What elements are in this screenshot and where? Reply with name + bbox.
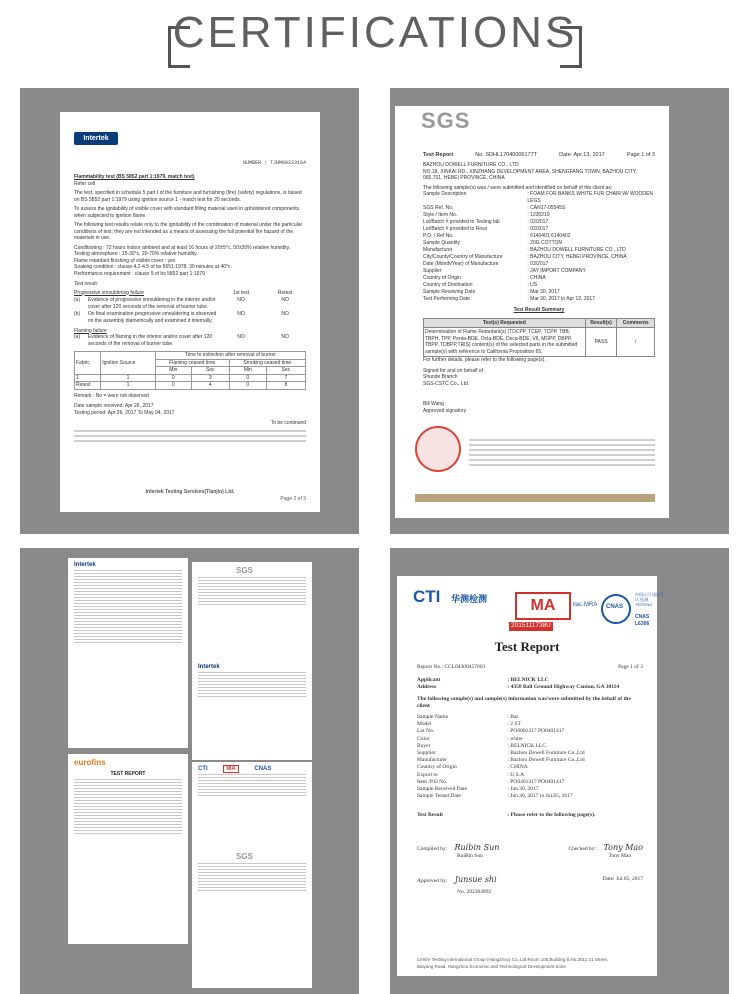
min-header: Min	[155, 367, 191, 375]
field-value: : JAY IMPORT COMPANY	[527, 268, 586, 274]
field-value: : Mar 30, 2017	[527, 289, 560, 295]
row-text: Evidence of flaming in the interior and/or cover after 120 seconds of the removal of burner tube.	[87, 334, 213, 347]
field-label: Supplier	[417, 750, 436, 757]
field-label: Manufacturer	[417, 757, 447, 764]
field-value: : Mar 30, 2017 to Apr 12, 2017	[527, 296, 595, 302]
remark: Remark : No = were not observed	[74, 392, 149, 399]
field-label: Sample Receiving Date	[423, 289, 476, 295]
branch-company: SGS-CSTC Co., Ltd.	[423, 380, 470, 387]
sample-fields	[423, 191, 655, 303]
field-value: : 1230219	[527, 212, 550, 218]
intertek-report-page	[60, 112, 320, 512]
field-row	[417, 714, 643, 721]
cti-logo: CTI	[413, 587, 441, 606]
field-value: : Jun.30, 2017	[507, 786, 539, 793]
intertek-certificate-panel[interactable]	[20, 88, 359, 534]
atmosphere: Testing atmosphere : 15-30°c, 20-70% relative humidity.	[74, 251, 198, 257]
field-label: Sample Description	[423, 191, 467, 197]
address-row	[417, 684, 643, 691]
approval-row	[417, 876, 643, 885]
field-value: : BELNICK LLC.	[507, 742, 548, 749]
report-label: Test Report	[423, 152, 454, 158]
collage-certificate-panel[interactable]	[20, 548, 359, 994]
performance: Performance requirement : clause 9 of bs 5852 part 1:1979	[74, 270, 205, 277]
sgs-report-page	[395, 106, 669, 518]
field-value: : BAZHOU DOWELL FURNITURE CO., LTD	[527, 247, 626, 253]
mini-sgs-doc-2	[192, 848, 312, 988]
field-row	[423, 226, 655, 233]
ilac-mra-logo: ilac-MRA	[573, 602, 598, 608]
mini-intertek-doc-2	[192, 660, 312, 760]
fine-print-line	[469, 464, 655, 466]
extinction-table	[74, 351, 306, 390]
field-label: Color	[417, 735, 430, 742]
field-value: : PO0001317 PO0401417	[507, 728, 565, 735]
test-result-label: Test result:	[74, 281, 99, 287]
field-label: Lot No.	[417, 728, 435, 735]
mini-cti-doc	[192, 762, 312, 862]
sample-fields	[417, 714, 643, 800]
field-value: : Please refer to the following page(s).	[507, 812, 596, 819]
mini-cti-logo: CTI	[198, 766, 208, 772]
checked-block	[568, 844, 643, 860]
cti-report-meta	[417, 664, 643, 671]
report-number: No. SDHL17040006177T	[475, 152, 538, 158]
fine-print-line	[74, 435, 306, 437]
field-row	[423, 289, 655, 296]
refer-cell: Refer cell	[74, 180, 96, 187]
row-index: (a)	[74, 334, 81, 340]
compiler-signature: Ruibin Sun	[454, 842, 500, 852]
field-value: : PO0401317 PO0401417	[507, 778, 565, 785]
field-row	[423, 191, 655, 205]
field-value: : US	[527, 282, 538, 288]
mini-ma-logo: MA	[223, 765, 238, 773]
table-cell: 1	[75, 374, 101, 382]
field-label: Lot/Batch # provided to Testing lab	[423, 219, 500, 225]
soaking: Soaking condition : clause 4.2-4.5 of bs 5651:1978, 30 minutes at 40°c.	[74, 264, 232, 270]
field-value: : 02/2017	[527, 219, 549, 225]
test-cell: Determination of Flame Retardant(s) (TDCPP, TCEP, TCPP, TBB, TBPH, TPP, Penta-BDE, Octa-BDE, Deca-BDE, V6, MDPP, DBPP, TBPP, TDBPP,TRIS) content(s) of the selected parts in the submitted sample(s) with reference to California Proposition 65.	[424, 328, 586, 357]
sgs-body	[423, 162, 655, 414]
field-value: : BAZHOU CITY, HEBEI PROVINCE, CHINA	[527, 254, 627, 260]
intertek-footer	[74, 489, 306, 502]
field-label: Model	[417, 721, 432, 728]
cti-footer	[417, 957, 643, 970]
divider	[74, 430, 306, 432]
fine-print-line	[469, 449, 655, 451]
report-number: NUMBER : TJHM00223164	[242, 160, 306, 166]
field-label: Date (Month/Year) of Manufacture	[423, 261, 499, 267]
sgs-stamp-icon	[415, 426, 461, 472]
field-value: : 2 ST	[507, 721, 521, 728]
cnas-logo: CNAS	[606, 604, 624, 610]
summary-title: Test Result Summary	[513, 307, 565, 313]
report-date: Date: Apr.13, 2017	[559, 152, 605, 158]
page-title: CERTIFICATIONS	[172, 8, 578, 57]
field-label: P.O. / Ref No.	[423, 233, 454, 239]
field-label: City/County/Country of Manufacture	[423, 254, 503, 260]
paragraph-2: To assess the ignitability of visible cover with standard filling material used in upholstered components when subjected to ignition flame.	[74, 206, 300, 219]
field-label: Test Result	[417, 812, 443, 819]
table-cell: 1	[101, 374, 156, 382]
first-test-value: NO	[237, 310, 245, 317]
result-row-b	[74, 311, 306, 325]
flaming-ceased-header: Flaming ceased time	[155, 359, 229, 367]
retest-value: NO	[281, 310, 289, 317]
comments-header: Comments	[617, 318, 655, 328]
compiled-block	[417, 844, 499, 860]
result-cell: PASS	[585, 328, 617, 357]
fine-print-line	[469, 444, 655, 446]
intro-text: The following sample(s) and sample(s) information was/were submitted by the behalf of the client	[417, 695, 631, 709]
min-header: Min	[229, 367, 266, 375]
intro-text: The following sample(s) was / were submitted and identified on behalf of the client as:	[423, 184, 613, 191]
applicant-row	[417, 677, 643, 684]
checker-signature: Tony Mao	[603, 842, 643, 852]
mini-cti-logos	[198, 766, 306, 772]
field-value: : 02/2017	[527, 226, 549, 232]
flaming-label: Flaming failure	[74, 327, 107, 334]
field-row	[417, 750, 643, 757]
field-label: Lot/Batch # provided to Ross	[423, 226, 488, 232]
signed-for: Signed for and on behalf of	[423, 367, 484, 374]
cti-logo-strip	[405, 586, 665, 642]
sgs-footer-bar	[415, 494, 655, 502]
sec-header: Sec	[191, 367, 229, 375]
approver-signature: Junsue shi	[454, 875, 497, 885]
fine-print-line	[469, 439, 655, 441]
client-address: NO.18, XINKAI RD., XINZHANG DEVELOPMENT AREA, SHENGFANG TOWN, BAZHOU CITY, 065,701, HEBEI PROVINCE, CHINA	[423, 168, 637, 181]
checked-label: Checked by:	[568, 845, 597, 852]
footer-line-2: Baiyang Road, Hangzhou Economic and Technological Development Zone	[417, 963, 566, 969]
paragraph-1: The test, specified in schedule 5 part I of the furniture and furnishing (fire) (safety) regulations, is based on BS 5852 part 1:1979 using ignition source 1 - match test for 20 seconds.	[74, 190, 302, 203]
field-label: Country of Origin	[417, 764, 457, 771]
field-row	[423, 247, 655, 254]
field-label: Address	[417, 684, 437, 691]
row-text: Evidence of progressive smouldering in the interior and/or cover after 120 seconds of the removal of burner tube.	[87, 296, 216, 310]
ma-logo: MA	[515, 592, 571, 620]
result-header: Result(s)	[585, 318, 617, 328]
fine-print-line	[469, 459, 655, 461]
field-row	[417, 721, 643, 728]
field-row	[423, 212, 655, 219]
first-test-header: 1st test	[232, 289, 250, 296]
signatory: Approved signatory	[423, 407, 467, 414]
intertek-body	[74, 174, 306, 445]
cnas-number: CNAS L6306	[635, 614, 650, 627]
mini-intertek-doc	[68, 558, 188, 748]
table-row	[75, 382, 306, 390]
retest-value: NO	[281, 334, 289, 340]
intertek-company: Intertek Testing Services(Tianjin) Ltd.	[145, 489, 235, 495]
branch: Shunde Branch	[423, 374, 458, 380]
compiler-name: RuiBin Sun	[457, 852, 483, 859]
field-value: : Bar	[507, 714, 519, 721]
intertek-logo: Intertek	[74, 132, 118, 145]
paragraph-3: The following test results relate only to the ignitability of the combination of material under the particular conditions of test; they are not intended as a means of assessing the full potential fire hazard of the materials in use.	[74, 222, 303, 241]
table-cell: 0	[229, 374, 266, 382]
summary-table	[423, 318, 655, 358]
field-row	[423, 240, 655, 247]
table-cell: 0	[155, 382, 191, 390]
table-cell: 0	[229, 382, 266, 390]
field-label: Manufacturer	[423, 247, 453, 253]
retest-header: Retest	[277, 289, 293, 296]
field-label: SGS Ref. No.	[423, 205, 454, 211]
field-label: Sample Quantity	[423, 240, 460, 246]
mini-test-report-title: TEST REPORT	[110, 771, 146, 777]
field-row	[417, 736, 643, 743]
field-row	[417, 764, 643, 771]
field-value: : 03/2017	[527, 261, 549, 267]
result-row-a	[74, 297, 306, 311]
field-row	[417, 793, 643, 800]
field-label: Sample Received Date	[417, 786, 468, 793]
smoking-ceased-header: Smoking ceased time	[229, 359, 305, 367]
compiled-label: Compiled by:	[417, 845, 448, 852]
field-value: : Jun.30, 2017 to Jul.05, 2017	[507, 793, 573, 800]
field-row	[423, 296, 655, 303]
table-cell: Retest	[75, 382, 101, 390]
table-row	[424, 328, 655, 357]
result-header-row	[74, 290, 306, 297]
approved-label: Approved by:	[417, 878, 448, 885]
sec-header: Sec	[266, 367, 305, 375]
cti-title: Test Report	[494, 639, 560, 654]
further-details: For further details, please refer to the following page(s).	[423, 357, 546, 363]
field-row	[417, 728, 643, 735]
field-value: : 4350 Ball Ground Highway Canton, GA 30114	[507, 684, 620, 691]
field-label: Sample Tested Date	[417, 793, 461, 800]
mini-sgs-logo: SGS	[236, 566, 253, 575]
cti-chinese-name: 华测检测	[451, 594, 488, 604]
mini-eurofins-logo: eurofins	[74, 758, 106, 767]
field-row	[423, 261, 655, 268]
mini-intertek-logo: Intertek	[198, 664, 220, 670]
comments-cell: /	[617, 328, 655, 357]
footer-line-1: Centre Testing International Group (Hangzhou) Co.,Ltd Room 105,Building 5,No.3011 21 Street,	[417, 957, 608, 962]
mini-intertek-logo: Intertek	[74, 562, 96, 568]
approved-block	[417, 876, 497, 885]
certificate-number: No. 292364892	[457, 889, 492, 896]
first-test-value: NO	[237, 296, 245, 303]
field-value: : U.S.A	[507, 771, 525, 778]
smouldering-label: Progressive smouldering failure	[74, 289, 145, 296]
field-row	[423, 282, 655, 289]
sgs-fine-print	[469, 436, 655, 469]
field-value: : FOAM FOR BANKS WHITE FUR CHAIR W/ WOODEN LEGS	[527, 191, 653, 204]
field-label: Buyer	[417, 742, 431, 749]
signature-row	[417, 844, 643, 860]
table-cell: 1	[101, 382, 156, 390]
field-row	[417, 743, 643, 750]
mini-sgs-logo: SGS	[236, 852, 253, 861]
field-row	[423, 275, 655, 282]
table-cell: 4	[191, 382, 229, 390]
fine-print-line	[469, 454, 655, 456]
field-value: : 6140401 6140402	[527, 233, 571, 239]
sgs-report-header	[423, 152, 655, 159]
field-row	[417, 772, 643, 779]
page-header	[0, 0, 750, 80]
mini-cnas-logo: CNAS	[254, 766, 272, 772]
table-cell: 7	[266, 374, 305, 382]
table-row	[75, 374, 306, 382]
test-header: Test(s) Requested	[424, 318, 586, 328]
sgs-certificate-panel[interactable]	[390, 88, 729, 534]
time-header: Time to extinction after removal of burner	[155, 352, 305, 360]
field-label: Applicant	[417, 677, 441, 684]
field-value: : Bazhou Dowell Furniture Co.,Ltd	[507, 757, 585, 764]
date-received: Date sample received: Apr 26, 2017	[74, 403, 154, 409]
row-index: (b)	[74, 310, 81, 317]
cti-certificate-panel[interactable]	[390, 548, 729, 994]
field-value: : Bazhou Dowell Furniture Co.,Ltd	[507, 750, 585, 757]
field-value: : CHINA	[527, 275, 546, 281]
ma-number: 2015111738U	[511, 622, 551, 629]
table-cell: 8	[266, 382, 305, 390]
report-page: Page 1 of 3	[618, 664, 643, 670]
field-label: Sample Name	[417, 714, 449, 721]
field-label: Country of Destination	[423, 282, 473, 288]
result-row-flaming	[74, 334, 306, 348]
checker-name: Tony Mao	[608, 852, 632, 859]
field-label: Export to	[417, 771, 438, 778]
field-row	[423, 268, 655, 275]
ignition-header: Ignition Source	[101, 352, 156, 375]
cti-body	[417, 664, 643, 896]
test-result-row	[417, 812, 643, 819]
sgs-logo: SGS	[421, 108, 471, 133]
test-heading: Flammability test (BS 5852 part 1:1979, match test)	[74, 174, 195, 180]
table-cell: 0	[155, 374, 191, 382]
retest-value: NO	[281, 296, 289, 303]
field-row	[423, 233, 655, 240]
conditioning: Conditioning : 72 hours indoor ambient and at least 16 hours of 20±5°c, 50±20% relative humidity.	[74, 244, 291, 251]
field-row	[423, 219, 655, 226]
field-label: Test Performing Date	[423, 296, 470, 302]
table-cell: 3	[191, 374, 229, 382]
field-label: Style / Item No.	[423, 212, 458, 218]
field-value: : CAN17-05545S	[527, 205, 566, 211]
to-be-continued: To be continued	[270, 420, 306, 426]
field-row	[423, 205, 655, 212]
fine-print-line	[74, 440, 306, 442]
mini-eurofins-doc	[68, 754, 188, 944]
field-label: Supplier	[423, 268, 442, 274]
field-value: : BELNICK LLC	[507, 677, 549, 684]
field-value: : 20G COTTON	[527, 240, 563, 246]
flame-retardant: Flame retardant finishing of visible cover : yes	[74, 257, 176, 264]
field-value: : CHINA	[507, 764, 528, 771]
approval-date: Date: Jul.05, 2017	[602, 876, 643, 883]
field-value: : white	[507, 735, 523, 742]
field-label: Item /P.O No.	[417, 778, 448, 785]
intertek-page: Page 2 of 3	[280, 495, 306, 502]
cti-report-page	[397, 576, 665, 976]
field-row	[423, 254, 655, 261]
report-page: Page 1 of 3	[626, 152, 655, 158]
field-row	[417, 779, 643, 786]
field-label: Country of Origin	[423, 275, 461, 281]
signer-name: Bill Wang	[423, 401, 444, 407]
row-index: (a)	[74, 296, 81, 303]
row-text: On final examination progressive smouldering is observed on the assembly diametrically and examined it internally.	[87, 310, 217, 324]
first-test-value: NO	[237, 334, 245, 340]
report-number: Report No.: CCL04300457003	[417, 664, 486, 670]
testing-period: Testing period: Apr 26, 2017 To May 04, 2017	[74, 409, 175, 416]
cnas-chinese: 中国认可 国际互认 检测 TESTING	[635, 592, 665, 607]
client-company: BAZHOU DOWELL FURNITURE CO., LTD	[423, 162, 519, 168]
fabric-header: Fabric	[75, 352, 101, 375]
field-row	[417, 786, 643, 793]
